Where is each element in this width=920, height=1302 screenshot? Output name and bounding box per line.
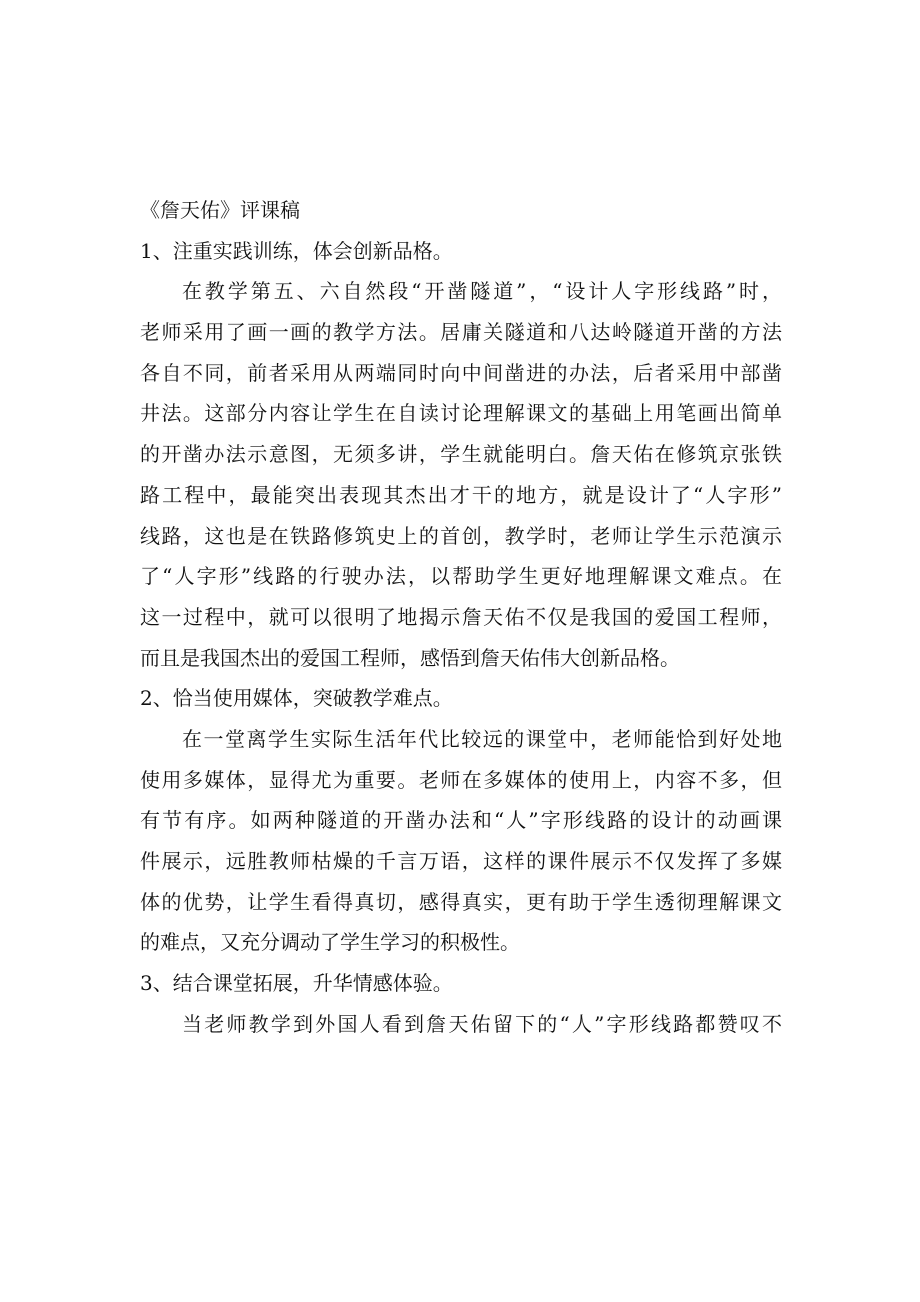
paragraph-line: 的开凿办法示意图，无须多讲，学生就能明白。詹天佑在修筑京张铁 xyxy=(140,442,782,467)
document-page xyxy=(140,190,782,1044)
paragraph-line: 在教学第五、六自然段“开凿隧道”，“设计人字形线路”时， xyxy=(182,279,782,304)
paragraph-line: 使用多媒体，显得尤为重要。老师在多媒体的使用上，内容不多，但 xyxy=(140,767,782,792)
paragraph-line: 而且是我国杰出的爱国工程师，感悟到詹天佑伟大创新品格。 xyxy=(140,645,680,670)
paragraph-line: 体的优势，让学生看得真切，感得真实，更有助于学生透彻理解课文 xyxy=(140,889,782,914)
paragraph-line: 在一堂离学生实际生活年代比较远的课堂中，老师能恰到好处地 xyxy=(182,726,782,751)
document-title: 《詹天佑》评课稿 xyxy=(140,198,300,222)
paragraph-line: 各自不同，前者采用从两端同时向中间凿进的办法，后者采用中部凿 xyxy=(140,360,782,385)
paragraph-line: 件展示，远胜教师枯燥的千言万语，这样的课件展示不仅发挥了多媒 xyxy=(140,849,782,873)
paragraph-line: 有节有序。如两种隧道的开凿办法和“人”字形线路的设计的动画课 xyxy=(140,808,782,833)
paragraph-line: 路工程中，最能突出表现其杰出才干的地方，就是设计了“人字形” xyxy=(140,482,782,507)
paragraph-line: 的难点，又充分调动了学生学习的积极性。 xyxy=(140,930,520,955)
paragraph-line: 井法。这部分内容让学生在自读讨论理解课文的基础上用笔画出简单 xyxy=(140,401,782,426)
paragraph-line: 这一过程中，就可以很明了地揭示詹天佑不仅是我国的爱国工程师， xyxy=(140,604,782,629)
paragraph-line: 老师采用了画一画的教学方法。居庸关隧道和八达岭隧道开凿的方法 xyxy=(140,320,782,345)
paragraph-line: 线路，这也是在铁路修筑史上的首创，教学时，老师让学生示范演示 xyxy=(140,523,782,548)
section-heading-1: 1、注重实践训练，体会创新品格。 xyxy=(140,238,453,263)
section-heading-2: 2、恰当使用媒体，突破教学难点。 xyxy=(140,686,453,711)
paragraph-line: 了“人字形”线路的行驶办法，以帮助学生更好地理解课文难点。在 xyxy=(140,564,782,589)
section-heading-3: 3、结合课堂拓展，升华情感体验。 xyxy=(140,971,453,996)
paragraph-line: 当老师教学到外国人看到詹天佑留下的“人”字形线路都赞叹不 xyxy=(182,1011,782,1036)
